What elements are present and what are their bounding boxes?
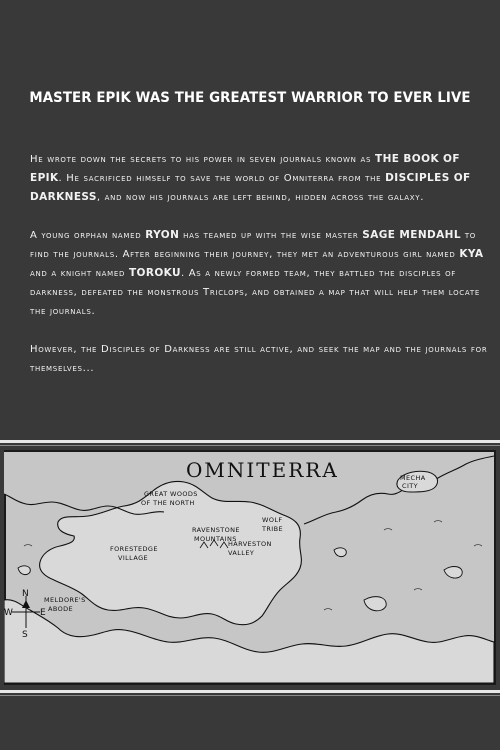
map-title: OMNITERRA (186, 458, 339, 482)
kya-name: KYA (459, 248, 484, 260)
omniterra-map (4, 450, 496, 685)
wolf-tribe-label: WOLF (262, 516, 283, 524)
bottom-divider (0, 690, 500, 693)
story-paragraph-1 (30, 150, 490, 207)
wolf-tribe-label-2: TRIBE (262, 525, 283, 533)
story-text-run: has teamed up with the wise master (179, 230, 363, 241)
story-text-run: A young orphan named (30, 230, 146, 241)
great-woods-label-2: OF THE NORTH (141, 499, 195, 507)
bottom-divider-thin (0, 695, 500, 696)
top-divider-thin (0, 445, 500, 446)
story-text-run: , and now his journals are left behind, hidden across the galaxy. (96, 192, 425, 203)
sage-mendahl-name: SAGE MENDAHL (362, 229, 461, 241)
meldores-abode-label: MELDORE'S (44, 596, 86, 604)
compass-west: W (4, 608, 13, 618)
small-island (334, 548, 346, 557)
disciples-name: DISCIPLES OF DARKNESS (30, 172, 471, 203)
story-text-run: and a knight named (30, 268, 129, 279)
small-island (18, 566, 30, 575)
story-paragraph-2 (30, 226, 490, 321)
forestedge-label-2: VILLAGE (118, 554, 149, 562)
compass-north: N (22, 589, 29, 599)
harveston-label: HARVESTON (228, 540, 272, 548)
compass-east: E (40, 608, 46, 618)
forestedge-label: FORESTEDGE (110, 545, 158, 553)
book-of-epik-name: THE BOOK OF EPIK (30, 153, 460, 184)
ryon-name: RYON (145, 229, 180, 241)
story-text-run: to find the journals. After beginning their journey, they met an adventurous girl named (30, 230, 477, 260)
harveston-label-2: VALLEY (228, 549, 255, 557)
mecha-city-label: MECHA (400, 474, 426, 482)
toroku-name: TOROKU (128, 267, 181, 279)
story-text-run: He wrote down the secrets to his power in seven journals known as (30, 154, 376, 165)
small-island (444, 567, 462, 579)
headline: MASTER EPIK WAS THE GREATEST WARRIOR TO EVER LIVE (29, 90, 471, 106)
top-divider (0, 440, 500, 443)
ravenstone-label-2: MOUNTAINS (194, 535, 237, 543)
small-island (364, 597, 386, 611)
story-text (30, 150, 490, 397)
meldores-abode-label-2: ABODE (48, 605, 74, 613)
story-text-run: . He sacrificed himself to save the world of Omniterra from the (58, 173, 386, 184)
compass-south: S (22, 630, 28, 640)
mecha-city-label-2: CITY (402, 482, 418, 490)
story-text-run: . As a newly formed team, they battled the disciples of darkness, defeated the monstrous Triclops, and obtained a map that will help them locate the journals. (30, 268, 480, 317)
great-woods-label: GREAT WOODS (144, 490, 198, 498)
ravenstone-label: RAVENSTONE (192, 526, 240, 534)
story-paragraph-3: However, the Disciples of Darkness are still active, and seek the map and the journals for themselves... (30, 344, 488, 374)
